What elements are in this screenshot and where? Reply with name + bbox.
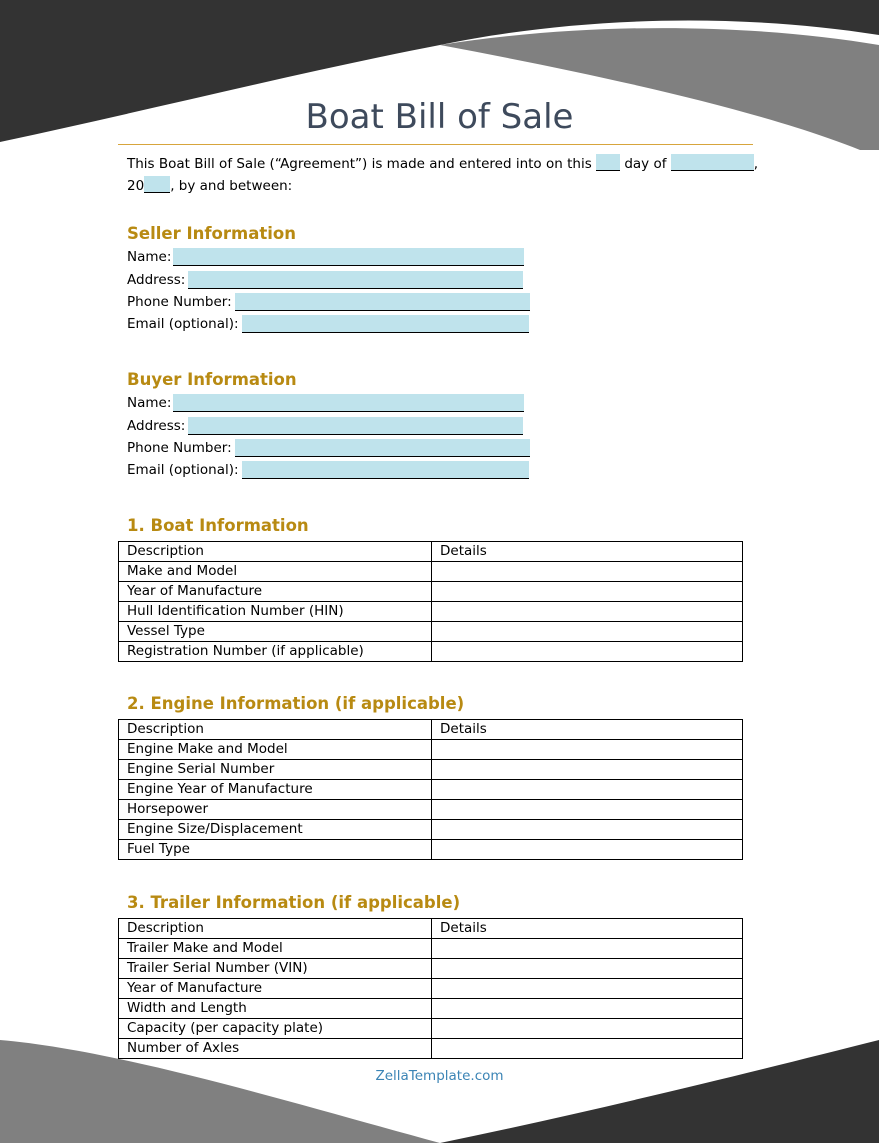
details-cell[interactable] <box>432 602 743 622</box>
buyer-email-input[interactable] <box>242 461 529 479</box>
table-row <box>119 939 743 959</box>
row-label: Engine Serial Number <box>119 760 432 780</box>
table-row <box>119 959 743 979</box>
seller-email-row <box>127 315 529 335</box>
table-row <box>119 740 743 760</box>
seller-heading: Seller Information <box>127 224 296 243</box>
row-label: Fuel Type <box>119 840 432 860</box>
row-label: Make and Model <box>119 562 432 582</box>
col-description: Description <box>119 919 432 939</box>
table-header-row <box>119 542 743 562</box>
seller-name-input[interactable] <box>173 248 524 266</box>
row-label: Horsepower <box>119 800 432 820</box>
details-cell[interactable] <box>432 642 743 662</box>
details-cell[interactable] <box>432 840 743 860</box>
buyer-email-label: Email (optional): <box>127 462 239 478</box>
table-row <box>119 760 743 780</box>
seller-name-label: Name: <box>127 249 172 265</box>
year-field[interactable] <box>144 176 170 193</box>
boat-heading: 1. Boat Information <box>127 516 309 535</box>
table-header-row <box>119 919 743 939</box>
table-row <box>119 642 743 662</box>
table-row <box>119 780 743 800</box>
row-label: Engine Make and Model <box>119 740 432 760</box>
buyer-heading: Buyer Information <box>127 370 297 389</box>
seller-phone-row <box>127 293 530 313</box>
buyer-phone-row <box>127 439 530 459</box>
intro-line-2 <box>127 175 292 197</box>
row-label: Vessel Type <box>119 622 432 642</box>
table-row <box>119 622 743 642</box>
table-row <box>119 1039 743 1059</box>
col-details: Details <box>432 542 743 562</box>
buyer-email-row <box>127 461 529 481</box>
details-cell[interactable] <box>432 959 743 979</box>
day-field[interactable] <box>596 154 620 171</box>
intro-comma: , <box>753 156 759 172</box>
details-cell[interactable] <box>432 582 743 602</box>
boat-info-table <box>118 541 743 662</box>
details-cell[interactable] <box>432 800 743 820</box>
intro-text-day-of: day of <box>624 156 667 172</box>
col-description: Description <box>119 542 432 562</box>
row-label: Number of Axles <box>119 1039 432 1059</box>
row-label: Width and Length <box>119 999 432 1019</box>
seller-address-row <box>127 271 523 291</box>
details-cell[interactable] <box>432 760 743 780</box>
row-label: Engine Year of Manufacture <box>119 780 432 800</box>
seller-address-label: Address: <box>127 272 186 288</box>
seller-email-input[interactable] <box>242 315 529 333</box>
row-label: Trailer Serial Number (VIN) <box>119 959 432 979</box>
title-divider <box>118 144 753 145</box>
buyer-name-row <box>127 394 524 414</box>
trailer-info-table <box>118 918 743 1059</box>
engine-heading: 2. Engine Information (if applicable) <box>127 694 465 713</box>
details-cell[interactable] <box>432 1019 743 1039</box>
buyer-name-label: Name: <box>127 395 172 411</box>
row-label: Engine Size/Displacement <box>119 820 432 840</box>
details-cell[interactable] <box>432 999 743 1019</box>
table-row <box>119 979 743 999</box>
seller-name-row <box>127 248 524 268</box>
details-cell[interactable] <box>432 622 743 642</box>
table-header-row <box>119 720 743 740</box>
buyer-address-input[interactable] <box>188 417 523 435</box>
details-cell[interactable] <box>432 740 743 760</box>
year-prefix: 20 <box>127 178 145 194</box>
row-label: Registration Number (if applicable) <box>119 642 432 662</box>
seller-email-label: Email (optional): <box>127 316 239 332</box>
col-details: Details <box>432 720 743 740</box>
details-cell[interactable] <box>432 780 743 800</box>
table-row <box>119 840 743 860</box>
row-label: Year of Manufacture <box>119 582 432 602</box>
table-row <box>119 800 743 820</box>
details-cell[interactable] <box>432 820 743 840</box>
col-description: Description <box>119 720 432 740</box>
table-row <box>119 602 743 622</box>
table-row <box>119 999 743 1019</box>
row-label: Capacity (per capacity plate) <box>119 1019 432 1039</box>
seller-address-input[interactable] <box>188 271 523 289</box>
row-label: Year of Manufacture <box>119 979 432 999</box>
engine-info-table <box>118 719 743 860</box>
buyer-phone-label: Phone Number: <box>127 440 232 456</box>
details-cell[interactable] <box>432 1039 743 1059</box>
table-row <box>119 820 743 840</box>
buyer-address-label: Address: <box>127 418 186 434</box>
details-cell[interactable] <box>432 939 743 959</box>
row-label: Trailer Make and Model <box>119 939 432 959</box>
intro-text-start: This Boat Bill of Sale (“Agreement”) is made and entered into on this <box>127 156 592 172</box>
col-details: Details <box>432 919 743 939</box>
trailer-heading: 3. Trailer Information (if applicable) <box>127 893 461 912</box>
table-row <box>119 582 743 602</box>
month-field[interactable] <box>671 154 754 171</box>
row-label: Hull Identification Number (HIN) <box>119 602 432 622</box>
table-row <box>119 562 743 582</box>
intro-text-end: , by and between: <box>170 178 293 194</box>
details-cell[interactable] <box>432 979 743 999</box>
table-row <box>119 1019 743 1039</box>
intro-line-1 <box>127 153 758 175</box>
buyer-name-input[interactable] <box>173 394 524 412</box>
page-title: Boat Bill of Sale <box>305 97 574 137</box>
buyer-phone-input[interactable] <box>235 439 530 457</box>
buyer-address-row <box>127 417 523 437</box>
seller-phone-input[interactable] <box>235 293 530 311</box>
footer-website-link[interactable]: ZellaTemplate.com <box>375 1068 504 1084</box>
seller-phone-label: Phone Number: <box>127 294 232 310</box>
details-cell[interactable] <box>432 562 743 582</box>
